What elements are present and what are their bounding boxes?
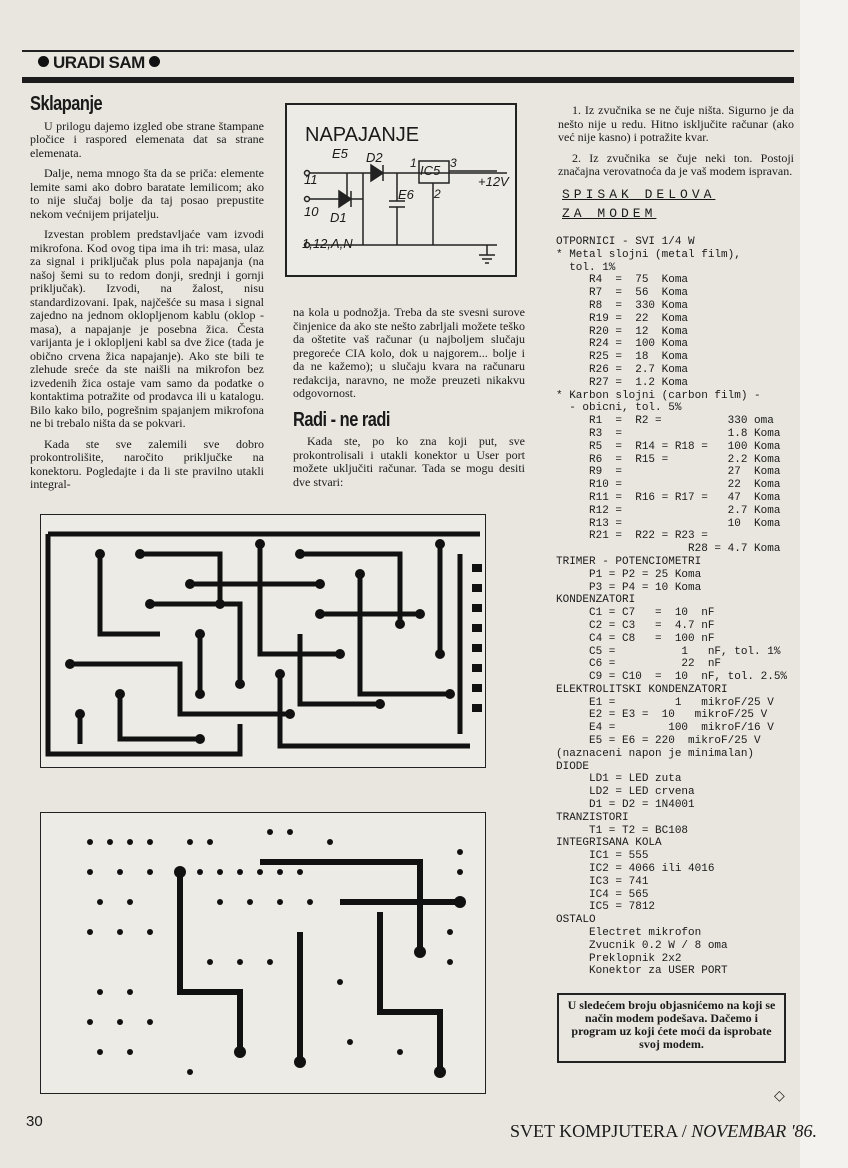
- label-pin2: 2: [434, 187, 441, 201]
- label-pin3: 3: [450, 156, 457, 170]
- paragraph: Dalje, nema mnogo šta da se priča: elemente lemite sami ako dobro baratate lemilicom; ako to nije slučaj bolje da taj posao prepustite nekom većnijem prijatelju.: [30, 166, 264, 221]
- footer-masthead: SVET KOMPJUTERA / NOVEMBAR '86.: [510, 1121, 818, 1141]
- parts-list-subtitle: ZA MODEM: [562, 206, 657, 221]
- paragraph: Izvestan problem predstavljaće vam izvodi mikrofona. Kod ovog tipa ima ih tri: masa, ulaz za signal i priključak plus pola napajanja (na našoj šemi su to redom donji, srednji i gornji priključak). Izvodi, na žalost, nisu standardizovani. Ipak, najčešće su masa i signal zajedno na jednom oklopljenom kablu (oklop - masa), a napajanje je posebna žica. Česta varijanta je i oklopljeni kabl sa dve žice (tada je obično crvena žica napajanje). Ako ste bili te zlehude sreće da ste naišli na mikrofon bez izvedenih žica ostaje vam samo da podatke o kontaktima potražite od prodavca ili u katalogu. Bilo kako bilo, pogrešnim spajanjem mikrofona ne bi trebalo ništa da se pokvari.: [30, 227, 264, 430]
- column-2: [293, 306, 525, 496]
- label-pin11: 11: [304, 172, 318, 187]
- paragraph: na kola u podnožja. Treba da ste svesni surove činjenice da ako ste nešto zabrljali možete teško da oštetite vaš računar (u najboljem slučaju pregoreće CIA kolo, dok u najgorem... bolje i da ne kažemo); u slučaju kvara na računaru redakcija, naravno, ne može preuzeti nikakvu odgovornost.: [293, 305, 525, 400]
- pcb-copper-drawing: [40, 514, 486, 768]
- section-tag: [34, 53, 164, 73]
- label-e5: E5: [332, 146, 348, 161]
- label-e6: E6: [398, 187, 414, 202]
- label-pin10: 10: [304, 204, 319, 219]
- label-ground-pins: 1,12,A,N: [302, 236, 353, 251]
- column-3: [558, 104, 794, 186]
- adjacent-page-strip: [800, 0, 848, 1168]
- issue-date: NOVEMBAR '86.: [691, 1121, 818, 1141]
- next-issue-note: U sledećem broju objasnićemo na koji se način modem podešava. Dačemo i program uz koji ćete moći da isprobate svoj modem.: [557, 993, 786, 1063]
- schematic-title: NAPAJANJE: [305, 124, 420, 146]
- header-rule-top: [22, 50, 794, 52]
- pcb-component-drawing: [40, 812, 486, 1094]
- column-1: [30, 93, 264, 499]
- page-number: 30: [26, 1113, 43, 1130]
- paragraph: Kada ste, po ko zna koji put, sve prokontrolisali i utakli konektor u User port možete uključiti računar. Tada se mogu desiti dve stvari:: [293, 434, 525, 489]
- parts-list-title: SPISAK DELOVA: [562, 187, 716, 202]
- label-ic5: IC5: [420, 163, 441, 178]
- paragraph: Kada ste sve zalemili sve dobro prokontrolišite, naročito priključke na konektoru. Pogledajte i da li ste pravilno utakli integral-: [30, 436, 264, 491]
- magazine-name: SVET KOMPJUTERA: [510, 1121, 678, 1141]
- heading-sklapanje: Sklapanje: [30, 93, 103, 115]
- label-d2: D2: [366, 150, 383, 165]
- paragraph: U prilogu dajemo izgled obe strane štampane pločice i raspored elemenata dat sa strane elemenata.: [30, 118, 264, 160]
- pcb-copper-side: [40, 514, 486, 768]
- parts-list: OTPORNICI - SVI 1/4 W * Metal slojni (metal film), tol. 1% R4 = 75 Koma R7 = 56 Koma R8 = 330 Koma R19 = 22 Koma R20 = 12 Koma R24 = 100 Koma R25 = 18 Koma R26 = 2.7 Koma R27 = 1.2 Koma * Karbon slojni (carbon film) - - obicni, tol. 5% R1 = R2 = 330 oma R3 = 1.8 Koma R5 = R14 = R18 = 100 Koma R6 = R15 = 2.2 Koma R9 = 27 Koma R10 = 22 Koma R11 = R16 = R17 = 47 Koma R12 = 2.7 Koma R13 = 10 Koma R21 = R22 = R23 = R28 = 4.7 Koma TRIMER - POTENCIOMETRI P1 = P2 = 25 Koma P3 = P4 = 10 Koma KONDENZATORI C1 = C7 = 10 nF C2 = C3 = 4.7 nF C4 = C8 = 100 nF C5 = 1 nF, tol. 1% C6 = 22 nF C9 = C10 = 10 nF, tol. 2.5% ELEKTROLITSKI KONDENZATORI E1 = 1 mikroF/25 V E2 = E3 = 10 mikroF/25 V E4 = 100 mikroF/16 V E5 = E6 = 220 mikroF/25 V (naznaceni napon je minimalan) DIODE LD1 = LED zuta LD2 = LED crvena D1 = D2 = 1N4001 TRANZISTORI T1 = T2 = BC108 INTEGRISANA KOLA IC1 = 555 IC2 = 4066 ili 4016 IC3 = 741 IC4 = 565 IC5 = 7812 OSTALO Electret mikrofon Zvucnik 0.2 W / 8 oma Preklopnik 2x2 Konektor za USER PORT: [556, 236, 788, 978]
- paragraph: 2. Iz zvučnika se čuje neki ton. Postoji značajna verovatnoća da je vaš modem ispravan.: [558, 150, 794, 178]
- header-rule-bottom: [22, 77, 794, 83]
- section-label: URADI SAM: [53, 53, 145, 72]
- heading-radi-ne-radi: Radi - ne radi: [293, 408, 391, 431]
- paragraph: 1. Iz zvučnika se ne čuje ništa. Sigurno je da nešto nije u redu. Hitno isključite računar (ako već nije kasno) i potražite kvar.: [558, 103, 794, 144]
- bullet-icon: [149, 56, 160, 67]
- label-plus12v: +12V: [478, 174, 509, 189]
- bullet-icon: [38, 56, 49, 67]
- label-pin1: 1: [410, 156, 417, 170]
- end-mark-icon: ◇: [774, 1089, 785, 1104]
- label-d1: D1: [330, 210, 347, 225]
- pcb-component-side: [40, 812, 486, 1094]
